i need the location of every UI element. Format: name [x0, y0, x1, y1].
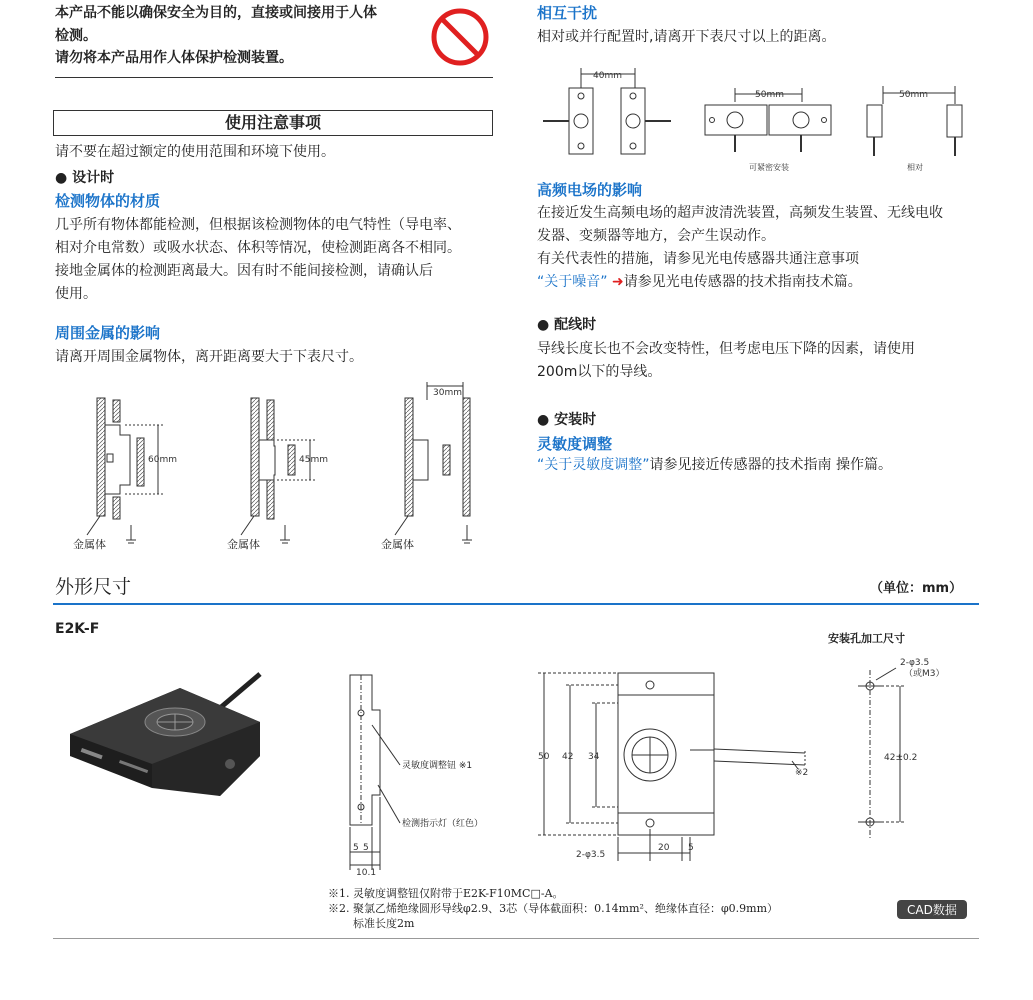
metal-heading: 周围金属的影响: [55, 324, 161, 342]
wiring-line-2: 200m以下的导线。: [537, 364, 662, 380]
interference-dim-50a: 50mm: [755, 90, 784, 100]
warning-line-3: 请勿将本产品用作人体保护检测装置。: [55, 50, 293, 66]
front-dim-42: 42: [562, 752, 574, 762]
hf-line-3: 有关代表性的措施，请参见光电传感器共通注意事项: [537, 251, 859, 267]
facing-pair-diagram: [543, 68, 671, 154]
hf-link-rest: 请参见光电传感器的技术指南技术篇。: [623, 274, 862, 290]
metal-diagram-2: [227, 398, 328, 551]
mounting-rest: 请参见接近传感器的技术指南 操作篇。: [649, 457, 892, 473]
mounting-hole-drawing: [840, 650, 960, 850]
note-3: 标准长度2m: [353, 917, 415, 930]
front-dim-50: 50: [538, 752, 550, 762]
material-line-2: 相对介电常数）或吸水状态、体积等情况，使检测距离各不相同。: [55, 240, 461, 256]
interference-diagrams: [537, 60, 977, 180]
hf-link-line: [537, 271, 862, 294]
dimensions-unit: （单位：mm）: [870, 581, 963, 596]
material-line-4: 使用。: [55, 286, 97, 302]
front-dim-5: 5: [688, 843, 694, 853]
interference-heading: 相互干扰: [537, 4, 598, 22]
metal-influence-diagrams: [55, 380, 495, 560]
hf-line-1: 在接近发生高频电场的超声波清洗装置，高频发生装置、无线电收: [537, 205, 943, 221]
side-view-drawing: [330, 665, 500, 880]
hf-line-2: 发器、变频器等地方，会产生误动作。: [537, 228, 775, 244]
interference-caption-2: 相对: [907, 163, 923, 172]
metal-dim-45: 45mm: [299, 455, 328, 465]
bottom-divider: [53, 938, 979, 939]
front-view-drawing: [530, 665, 820, 880]
warning-divider: [55, 77, 493, 78]
metal-label-2: 金属体: [227, 538, 260, 551]
hole-title: 安装孔加工尺寸: [828, 632, 905, 645]
front-dim-hole: 2-φ3.5: [576, 850, 606, 860]
warning-line-1: 本产品不能以确保安全为目的，直接或间接用于人体: [55, 5, 377, 21]
metal-diagram-1: [73, 398, 177, 551]
cad-data-button[interactable]: CAD数据: [897, 900, 967, 919]
mounting-heading: ● 安装时: [537, 412, 597, 428]
front-dim-34: 34: [588, 752, 600, 762]
warning-line-2: 检测。: [55, 28, 97, 44]
mounting-line: [537, 454, 892, 477]
side-dim-a: 5: [353, 843, 359, 853]
front-dim-20: 20: [658, 843, 670, 853]
material-heading: 检测物体的材质: [55, 192, 161, 210]
interference-caption-1: 可紧密安装: [749, 163, 789, 172]
material-line-1: 几乎所有物体都能检测，但根据该检测物体的电气特性（导电率、: [55, 217, 461, 233]
interference-dim-50b: 50mm: [899, 90, 928, 100]
hole-spec-1: 2-φ3.5: [900, 658, 930, 668]
metal-dim-30: 30mm: [433, 388, 462, 398]
noise-link[interactable]: “关于噪音”: [537, 274, 608, 290]
interference-text: 相对或并行配置时,请离开下表尺寸以上的距离。: [537, 29, 836, 45]
note-2: ※2. 聚氯乙烯绝缘圆形导线φ2.9、3芯（导体截面积：0.14mm²、绝缘体直径：φ0.9mm）: [328, 902, 779, 915]
metal-label-3: 金属体: [381, 538, 414, 551]
side-label-1: 灵敏度调整钮 ※1: [402, 761, 473, 771]
wiring-heading: ● 配线时: [537, 317, 597, 333]
side-dim-b: 5: [363, 843, 369, 853]
sensitivity-link[interactable]: “关于灵敏度调整”: [537, 457, 650, 473]
side-dim-c: 10.1: [356, 868, 377, 878]
arrow-icon: ➜: [611, 274, 624, 290]
wiring-line-1: 导线长度长也不会改变特性，但考虑电压下降的因素，请使用: [537, 341, 915, 357]
material-line-3: 接地金属体的检测距离最大。因有时不能间接检测，请确认后: [55, 263, 433, 279]
hole-dim: 42±0.2: [884, 753, 918, 763]
product-photo: [60, 660, 280, 810]
design-heading: ● 设计时: [55, 170, 115, 186]
precautions-intro: 请不要在超过额定的使用范围和环境下使用。: [55, 144, 335, 160]
interference-dim-40: 40mm: [593, 71, 622, 81]
opposed-pair-diagram: [867, 86, 962, 172]
metal-dim-60: 60mm: [148, 455, 177, 465]
note-1: ※1. 灵敏度调整钮仅附带于E2K-F10MC□-A。: [328, 887, 564, 900]
hf-heading: 高频电场的影响: [537, 181, 643, 199]
parallel-pair-diagram: [705, 88, 831, 172]
dimensions-title: 外形尺寸: [55, 576, 132, 598]
model-name: E2K-F: [55, 621, 100, 637]
prohibited-icon: [428, 8, 494, 66]
mounting-sub: 灵敏度调整: [537, 435, 613, 453]
precautions-title: 使用注意事项: [53, 110, 493, 136]
front-note-2: ※2: [795, 768, 809, 778]
metal-text: 请离开周围金属物体，离开距离要大于下表尺寸。: [55, 349, 363, 365]
metal-diagram-3: [381, 382, 472, 551]
side-label-2: 检测指示灯（红色）: [402, 819, 484, 829]
metal-label-1: 金属体: [73, 538, 106, 551]
dimensions-divider: [53, 603, 979, 605]
hole-spec-2: （或M3）: [904, 669, 945, 679]
